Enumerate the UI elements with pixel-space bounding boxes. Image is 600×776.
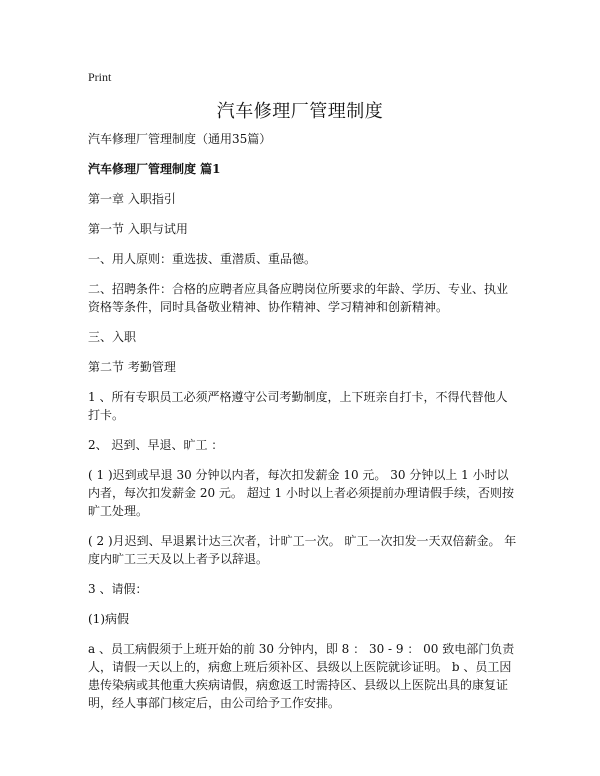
paragraph-section-heading: 汽车修理厂管理制度 篇1 <box>88 162 221 176</box>
paragraph-attendance-rule-2: 2、 迟到、早退、旷工 ： <box>88 438 224 452</box>
paragraph-sick-leave-heading: (1)病假 <box>88 612 129 626</box>
paragraph-recruitment-conditions: 二、招聘条件：合格的应聘者应具备应聘岗位所要求的年龄、学历、专业、执业资格等条件，同时具备敬业精神、协作精神、学习精神和创新精神。 <box>88 282 509 314</box>
paragraph-lateness-rule: ( 1 )迟到或早退 30 分钟以内者，每次扣发薪金 10 元。 30 分钟以上 1 小时以内者，每次扣发薪金 20 元。 超过 1 小时以上者必须提前办理请假手续，否则按旷工处理。 <box>88 468 514 518</box>
document-body <box>88 130 518 724</box>
paragraph-subtitle: 汽车修理厂管理制度（通用35篇） <box>88 132 272 146</box>
paragraph-section-1-heading: 第一节 入职与试用 <box>88 222 188 236</box>
paragraph-section-2-heading: 第二节 考勤管理 <box>88 360 176 374</box>
paragraph-attendance-rule-1: 1 、所有专职员工必须严格遵守公司考勤制度，上下班亲自打卡，不得代替他人打卡。 <box>88 390 508 422</box>
document-title: 汽车修理厂管理制度 <box>216 101 384 122</box>
paragraph-absence-rule: ( 2 )月迟到、早退累计达三次者，计旷工一次。 旷工一次扣发一天双倍薪金。 年度内旷工三天及以上者予以辞退。 <box>88 534 517 566</box>
paragraph-sick-leave-detail: a 、员工病假须于上班开始的前 30 分钟内，即 8 ： 30 - 9 ： 00 致电部门负责人，请假一天以上的，病愈上班后须补区、县级以上医院就诊证明。 b 、员工因患传染病或其他重大疾病请假，病愈返工时需持区、县级以上医院出具的康复证明，经人事部门核定后，由公司给予工作安排。 <box>88 642 515 710</box>
paragraph-chapter-heading: 第一章 入职指引 <box>88 192 176 206</box>
paragraph-leave-heading: 3 、请假： <box>88 582 148 596</box>
paragraph-hiring-principle: 一、用人原则：重选拔、重潜质、重品德。 <box>88 252 317 266</box>
paragraph-onboarding: 三、入职 <box>88 330 137 344</box>
print-link[interactable]: Print <box>88 70 112 84</box>
